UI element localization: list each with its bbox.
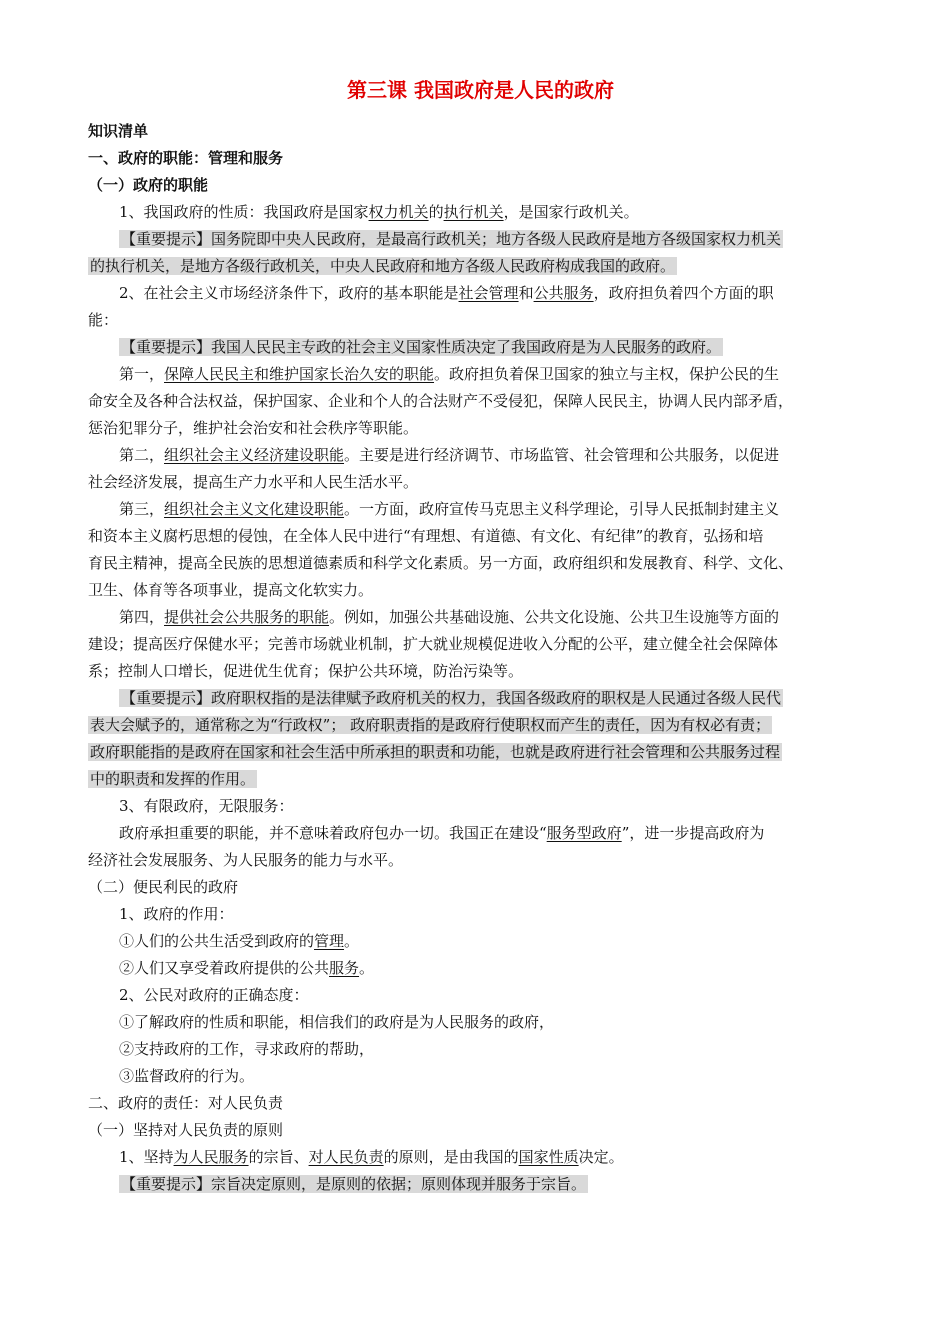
paragraph: 第三，组织社会主义文化建设职能。一方面，政府宣传马克思主义科学理论，引导人民抵制封建主义: [119, 500, 780, 518]
paragraph: 第二，组织社会主义经济建设职能。主要是进行经济调节、市场监管、社会管理和公共服务，以促进: [119, 446, 780, 464]
paragraph: 3、有限政府，无限服务：: [119, 797, 294, 815]
important-tip: 表大会赋予的，通常称之为“行政权”； 政府职责指的是政府行使职权而产生的责任，因为有权必有责；: [90, 716, 771, 734]
paragraph: 2、在社会主义市场经济条件下，政府的基本职能是社会管理和公共服务，政府担负着四个方面的职: [119, 284, 774, 302]
paragraph: 能：: [88, 311, 119, 329]
paragraph: 命安全及各种合法权益，保护国家、企业和个人的合法财产不受侵犯，保障人民民主，协调人民内部矛盾，: [88, 392, 794, 410]
important-tip: 的执行机关，是地方各级行政机关，中央人民政府和地方各级人民政府构成我国的政府。: [90, 257, 676, 275]
subsection-heading: （一）坚持对人民负责的原则: [88, 1121, 284, 1139]
paragraph: 卫生、体育等各项事业，提高文化软实力。: [88, 581, 374, 599]
paragraph: 1、坚持为人民服务的宗旨、对人民负责的原则，是由我国的国家性质决定。: [119, 1148, 624, 1166]
document-page: [88, 76, 873, 1198]
subsection-heading: （一）政府的职能: [88, 176, 209, 194]
list-item: ①了解政府的性质和职能，相信我们的政府是为人民服务的政府，: [119, 1013, 555, 1031]
section-heading: 二、政府的责任：对人民负责: [88, 1094, 284, 1112]
paragraph: 建设；提高医疗保健水平；完善市场就业机制，扩大就业规模促进收入分配的公平，建立健全社会保障体: [88, 635, 779, 653]
important-tip: 【重要提示】宗旨决定原则，是原则的依据；原则体现并服务于宗旨。: [121, 1175, 587, 1193]
paragraph: 经济社会发展服务、为人民服务的能力与水平。: [88, 851, 404, 869]
important-tip: 政府职能指的是政府在国家和社会生活中所承担的职责和功能，也就是政府进行社会管理和公共服务过程: [90, 743, 781, 761]
section-heading: 知识清单: [88, 122, 149, 140]
important-tip: 【重要提示】我国人民民主专政的社会主义国家性质决定了我国政府是为人民服务的政府。: [121, 338, 722, 356]
paragraph: 第四，提供社会公共服务的职能。例如，加强公共基础设施、公共文化设施、公共卫生设施等方面的: [119, 608, 780, 626]
paragraph: 1、我国政府的性质：我国政府是国家权力机关的执行机关，是国家行政机关。: [119, 203, 639, 221]
paragraph: 政府承担重要的职能，并不意味着政府包办一切。我国正在建设“服务型政府”，进一步提高政府为: [119, 824, 765, 842]
important-tip: 中的职责和发挥的作用。: [90, 770, 256, 788]
section-heading: 一、政府的职能：管理和服务: [88, 149, 284, 167]
important-tip: 【重要提示】政府职权指的是法律赋予政府机关的权力，我国各级政府的职权是人民通过各级人民代: [121, 689, 782, 707]
paragraph: 系；控制人口增长，促进优生优育；保护公共环境，防治污染等。: [88, 662, 524, 680]
paragraph: 社会经济发展，提高生产力水平和人民生活水平。: [88, 473, 419, 491]
subsection-heading: （二）便民利民的政府: [88, 878, 239, 896]
list-item: ③监督政府的行为。: [119, 1067, 255, 1085]
paragraph: 1、政府的作用：: [119, 905, 234, 923]
page-title: 第三课 我国政府是人民的政府: [347, 78, 614, 102]
important-tip: 【重要提示】国务院即中央人民政府，是最高行政机关；地方各级人民政府是地方各级国家权力机关: [121, 230, 782, 248]
list-item: ①人们的公共生活受到政府的管理。: [119, 932, 360, 950]
paragraph: 2、公民对政府的正确态度：: [119, 986, 309, 1004]
paragraph: 和资本主义腐朽思想的侵蚀，在全体人民中进行“有理想、有道德、有文化、有纪律”的教育，弘扬和培: [88, 527, 764, 545]
list-item: ②人们又享受着政府提供的公共服务。: [119, 959, 375, 977]
paragraph: 惩治犯罪分子，维护社会治安和社会秩序等职能。: [88, 419, 419, 437]
list-item: ②支持政府的工作，寻求政府的帮助，: [119, 1040, 375, 1058]
paragraph: 第一，保障人民民主和维护国家长治久安的职能。政府担负着保卫国家的独立与主权，保护公民的生: [119, 365, 780, 383]
paragraph: 育民主精神，提高全民族的思想道德素质和科学文化素质。另一方面，政府组织和发展教育、科学、文化、: [88, 554, 794, 572]
